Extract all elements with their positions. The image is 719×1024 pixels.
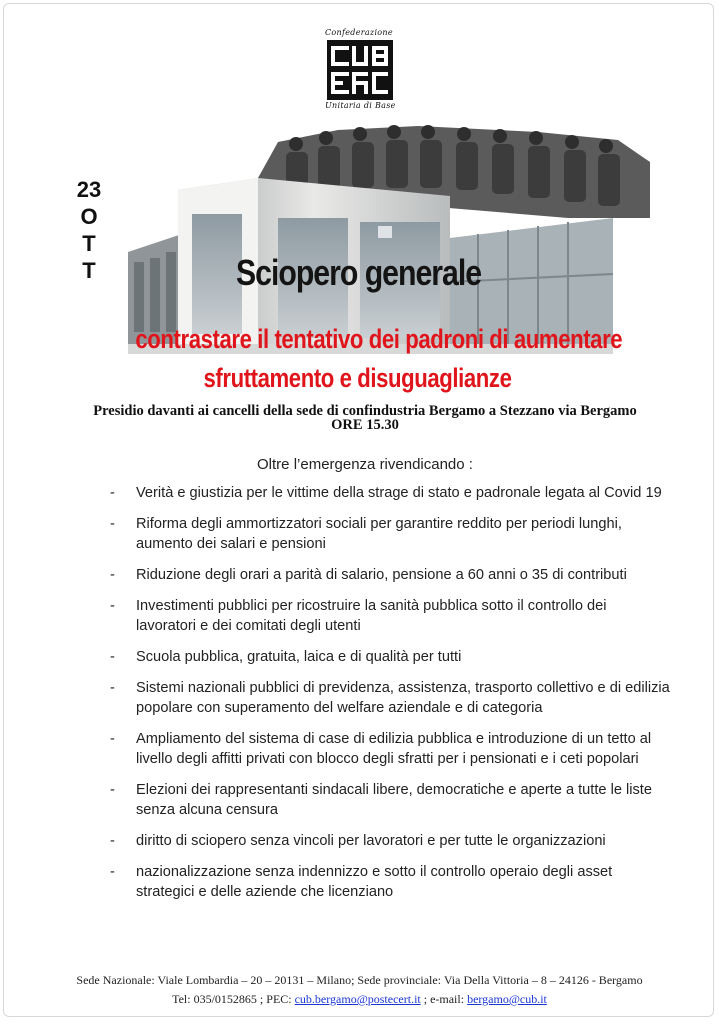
- list-item: [110, 862, 670, 902]
- list-item: [110, 483, 670, 503]
- date-month-letter: T: [82, 231, 96, 256]
- cub-logo: [325, 28, 400, 114]
- list-item: [110, 596, 670, 636]
- demand-text: Scuola pubblica, gratuita, laica e di qualità per tutti: [136, 649, 462, 665]
- presidio-time: ORE 15.30: [331, 417, 399, 433]
- footer-contacts: [0, 992, 719, 1007]
- bullet-dash: -: [110, 485, 115, 501]
- headline-subtitle-line2: sfruttamento e disuguaglianze: [203, 363, 512, 393]
- date-month-letter: O: [80, 204, 98, 229]
- bullet-dash: -: [110, 731, 115, 747]
- bullet-dash: -: [110, 833, 115, 849]
- demand-text: Sistemi nazionali pubblici di previdenza, assistenza, trasporto collettivo e di edilizia popolare con superamento del welfare aziendale e di categoria: [136, 680, 670, 716]
- demand-text: Riforma degli ammortizzatori sociali per garantire reddito per periodi lunghi, aumento dei salari e pensioni: [136, 516, 622, 552]
- list-item: [110, 780, 670, 820]
- cub-logo-mark-icon: [327, 40, 393, 100]
- list-item: [110, 565, 670, 585]
- list-item: [110, 647, 670, 667]
- strike-date: [72, 176, 106, 284]
- bullet-dash: -: [110, 516, 115, 532]
- demand-text: nazionalizzazione senza indennizzo e sotto il controllo operaio degli asset strategici e delle aziende che licenziano: [136, 864, 613, 900]
- demand-text: Investimenti pubblici per ricostruire la sanità pubblica sotto il controllo dei lavoratori e dei comitati degli utenti: [136, 598, 607, 634]
- hero-building-workers-image: [128, 122, 653, 354]
- footer-tel: Tel: 035/0152865 ; PEC:: [172, 992, 295, 1006]
- list-item: [110, 514, 670, 554]
- bullet-dash: -: [110, 782, 115, 798]
- list-item: [110, 678, 670, 718]
- bullet-dash: -: [110, 567, 115, 583]
- footer-address: Sede Nazionale: Viale Lombardia – 20 – 20131 – Milano; Sede provinciale: Via Della Vittoria – 8 – 24126 - Bergamo: [76, 973, 643, 987]
- demand-text: Elezioni dei rappresentanti sindacali libere, democratiche e aperte a tutte le liste senza alcuna censura: [136, 782, 652, 818]
- logo-bottom-text: Unitaria di Base: [325, 101, 396, 110]
- demand-text: Verità e giustizia per le vittime della strage di stato e padronale legata al Covid 19: [136, 485, 662, 501]
- date-month-letter: T: [82, 258, 96, 283]
- demands-list: [110, 483, 670, 913]
- headline-subtitle-line1: contrastare il tentativo dei padroni di aumentare: [135, 324, 623, 354]
- demands-intro: Oltre l’emergenza rivendicando :: [257, 456, 473, 473]
- demand-text: diritto di sciopero senza vincoli per lavoratori e per tutte le organizzazioni: [136, 833, 606, 849]
- demand-text: Ampliamento del sistema di case di edilizia pubblica e introduzione di un tetto al livello degli affitti privati con blocco degli sfratti per i pensionati e i ceti popolari: [136, 731, 652, 767]
- demand-text: Riduzione degli orari a parità di salario, pensione a 60 anni o 35 di contributi: [136, 567, 627, 583]
- list-item: [110, 729, 670, 769]
- pec-email-link[interactable]: cub.bergamo@postecert.it: [294, 992, 421, 1006]
- list-item: [110, 831, 670, 851]
- bullet-dash: -: [110, 649, 115, 665]
- bullet-dash: -: [110, 598, 115, 614]
- bullet-dash: -: [110, 680, 115, 696]
- bullet-dash: -: [110, 864, 115, 880]
- headline-title: Sciopero generale: [236, 252, 482, 293]
- date-day: 23: [76, 177, 102, 202]
- logo-top-text: Confederazione: [325, 28, 393, 37]
- presidio-location: Presidio davanti ai cancelli della sede di confindustria Bergamo a Stezzano via Bergamo: [93, 403, 637, 419]
- footer-email-label: ; e-mail:: [420, 992, 468, 1006]
- email-link[interactable]: bergamo@cub.it: [467, 992, 547, 1006]
